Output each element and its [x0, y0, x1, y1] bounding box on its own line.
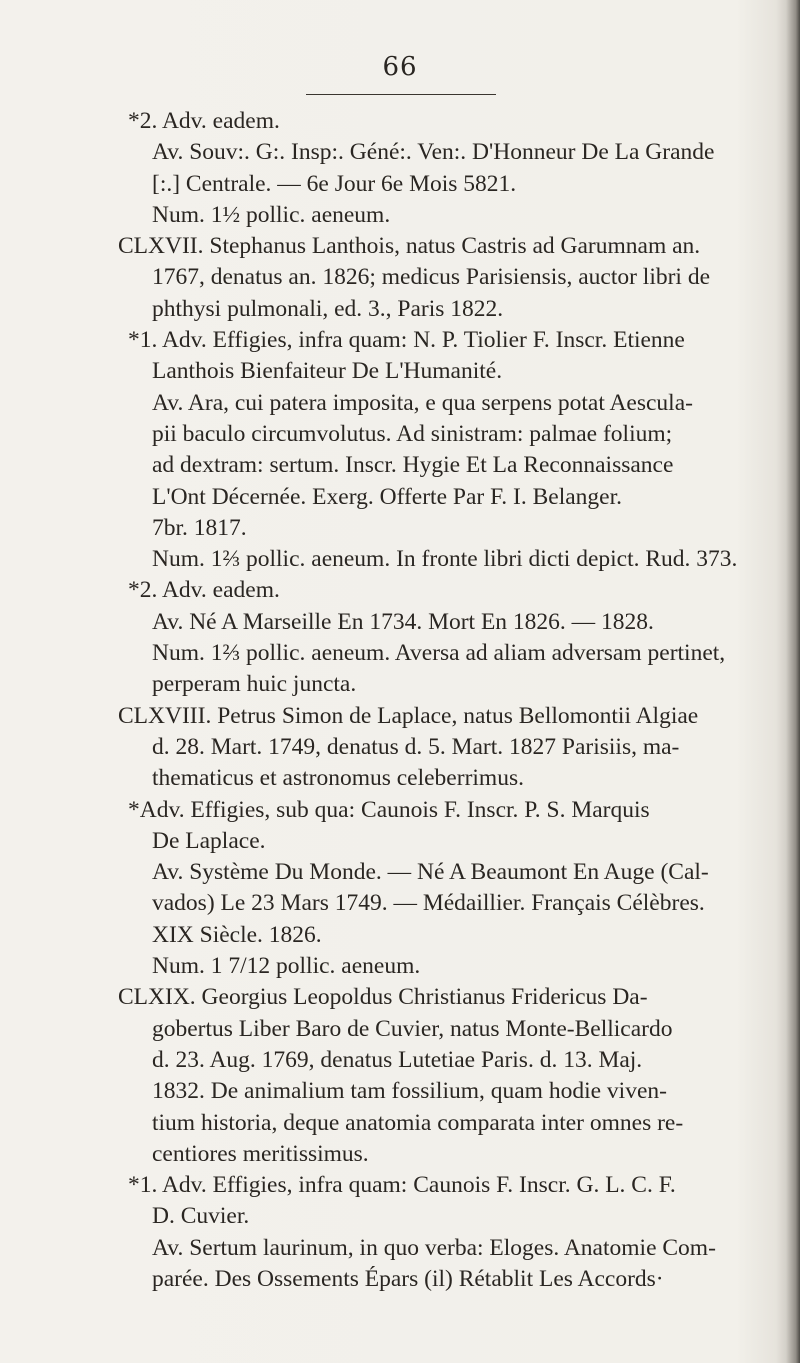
entry-heading: CLXVIII. Petrus Simon de Laplace, natus Bellomontii Algiae — [118, 702, 699, 729]
text-line: d. 28. Mart. 1749, denatus d. 5. Mart. 1827 Parisiis, ma- — [152, 733, 680, 760]
entry-heading: CLXVII. Stephanus Lanthois, natus Castris ad Garumnam an. — [118, 233, 701, 260]
text-line: Av. Système Du Monde. — Né A Beaumont En Auge (Cal- — [152, 859, 709, 886]
text-line: Lanthois Bienfaiteur De L'Humanité. — [152, 358, 503, 385]
text-line: perperam huic juncta. — [152, 671, 357, 698]
text-line: d. 23. Aug. 1769, denatus Lutetiae Paris. d. 13. Maj. — [152, 1046, 643, 1073]
text-line: XIX Siècle. 1826. — [152, 921, 322, 948]
text-line: phthysi pulmonali, ed. 3., Paris 1822. — [152, 295, 504, 322]
text-line: *2. Adv. eadem. — [128, 577, 280, 604]
text-line: De Laplace. — [152, 827, 266, 854]
text-line: thematicus et astronomus celeberrimus. — [152, 765, 524, 792]
text-line: *1. Adv. Effigies, infra quam: Caunois F. Inscr. G. L. C. F. — [128, 1172, 676, 1199]
catalogue-text — [118, 106, 754, 1295]
page-number-rule — [306, 94, 496, 95]
text-line: parée. Des Ossements Épars (il) Rétablit Les Accords· — [152, 1265, 664, 1292]
text-line: *2. Adv. eadem. — [128, 108, 280, 134]
text-line: [:.] Centrale. — 6e Jour 6e Mois 5821. — [152, 170, 517, 197]
text-line: 1832. De animalium tam fossilium, quam hodie viven- — [152, 1078, 667, 1105]
text-line: Av. Souv:. G:. Insp:. Géné:. Ven:. D'Honneur De La Grande — [152, 139, 715, 166]
text-line: Num. 1⅔ pollic. aeneum. In fronte libri dicti depict. Rud. 373. — [152, 546, 738, 573]
text-line: pii baculo circumvolutus. Ad sinistram: palmae folium; — [152, 420, 673, 447]
text-line: Av. Né A Marseille En 1734. Mort En 1826. — 1828. — [152, 608, 654, 635]
text-line: 1767, denatus an. 1826; medicus Parisiensis, auctor libri de — [152, 264, 711, 291]
text-line: Num. 1⅔ pollic. aeneum. Aversa ad aliam adversam pertinet, — [152, 640, 726, 667]
text-line: tium historia, deque anatomia comparata inter omnes re- — [152, 1109, 684, 1136]
text-line: L'Ont Décernée. Exerg. Offerte Par F. I. Belanger. — [152, 483, 622, 510]
text-line: Av. Sertum laurinum, in quo verba: Eloges. Anatomie Com- — [152, 1234, 716, 1261]
text-line: centiores meritissimus. — [152, 1140, 369, 1167]
text-line: Num. 1½ pollic. aeneum. — [152, 201, 391, 228]
text-line: 7br. 1817. — [152, 514, 247, 541]
text-line: ad dextram: sertum. Inscr. Hygie Et La Reconnaissance — [152, 452, 674, 479]
entry-heading: CLXIX. Georgius Leopoldus Christianus Fridericus Da- — [118, 984, 648, 1011]
text-line: vados) Le 23 Mars 1749. — Médaillier. Français Célèbres. — [152, 890, 705, 917]
text-line: D. Cuvier. — [152, 1203, 250, 1230]
text-line: Num. 1 7/12 pollic. aeneum. — [152, 953, 421, 980]
text-line: gobertus Liber Baro de Cuvier, natus Monte-Bellicardo — [152, 1015, 673, 1042]
text-line: Av. Ara, cui patera imposita, e qua serpens potat Aescula- — [152, 389, 693, 416]
text-line: *Adv. Effigies, sub qua: Caunois F. Inscr. P. S. Marquis — [128, 796, 650, 823]
page-number: 66 — [382, 52, 418, 82]
page-binding-edge — [786, 0, 800, 1363]
text-line: *1. Adv. Effigies, infra quam: N. P. Tiolier F. Inscr. Etienne — [128, 327, 685, 354]
